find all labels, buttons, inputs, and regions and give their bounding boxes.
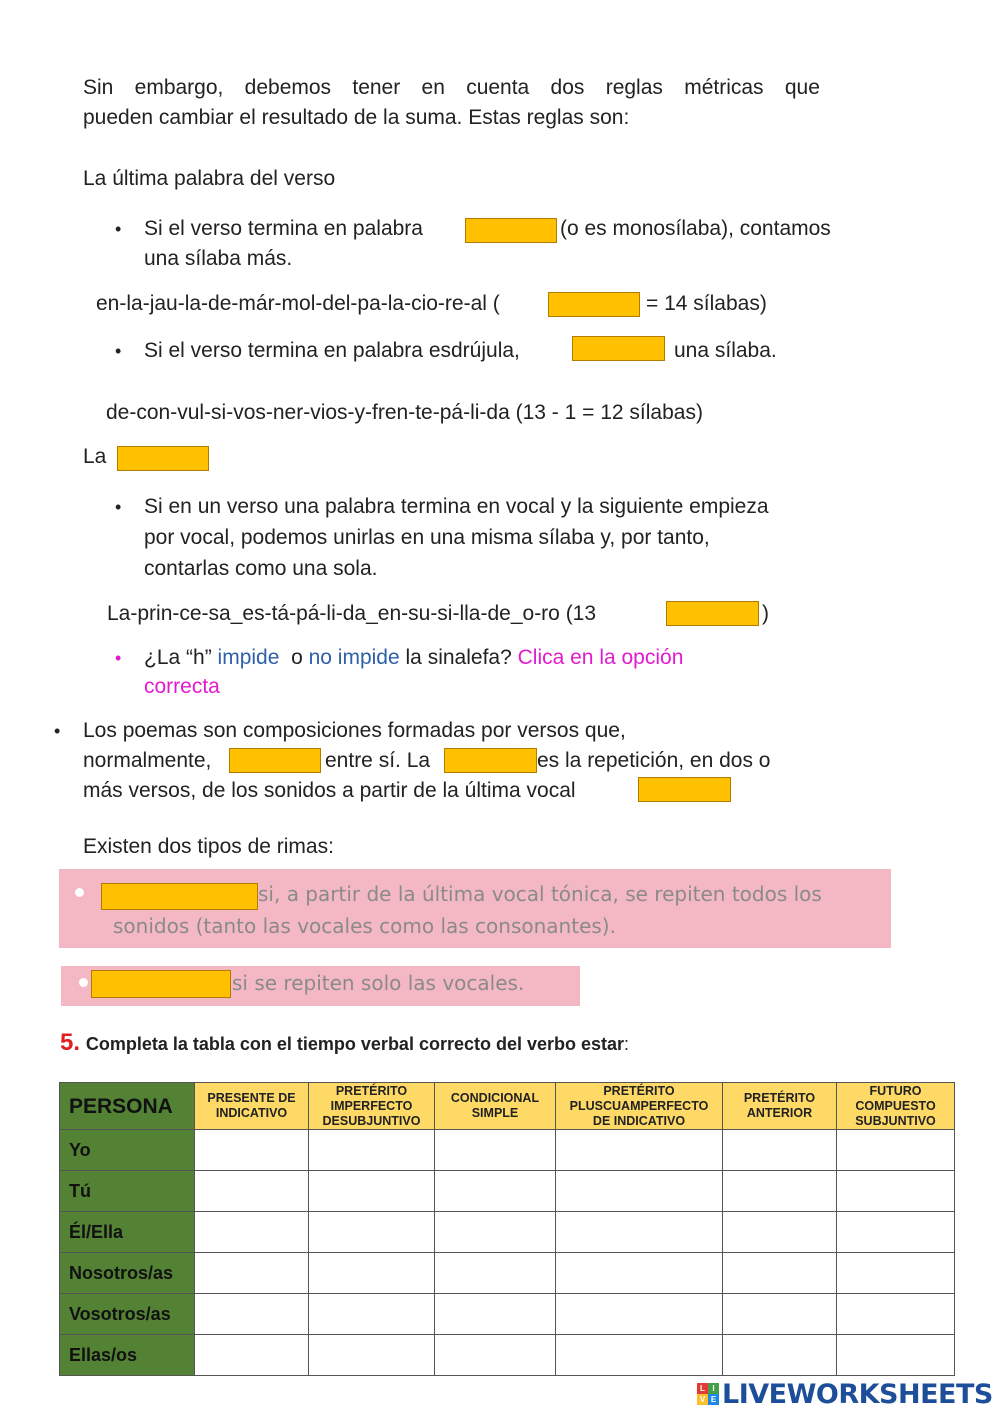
answer-cell[interactable]	[556, 1335, 723, 1376]
table-row	[60, 1130, 955, 1171]
bullet-icon: •	[115, 497, 122, 517]
row-person-label: Nosotros/as	[60, 1253, 195, 1294]
rule1-bullet-a-text-end: (o es monosílaba), contamos	[560, 217, 831, 240]
answer-cell[interactable]	[723, 1212, 837, 1253]
option-no-impide[interactable]: no impide	[308, 646, 400, 669]
rule2-bullet-line2: por vocal, podemos unirlas en una misma sílaba y, por tanto,	[144, 526, 710, 549]
answer-cell[interactable]	[195, 1253, 309, 1294]
intro-word: que	[784, 76, 820, 99]
answer-blank-aguda[interactable]	[465, 218, 557, 243]
logo-mark-letter: E	[708, 1394, 719, 1405]
intro-word: Sin	[83, 76, 114, 99]
option-impide[interactable]: impide	[217, 646, 280, 669]
intro-word: en	[421, 76, 445, 99]
bullet-icon	[79, 978, 88, 987]
h-question	[144, 643, 683, 673]
column-header-line: PRESENTE DE	[207, 1091, 296, 1105]
table-column-header	[837, 1083, 955, 1130]
column-header-line: COMPUESTO	[855, 1098, 936, 1113]
answer-cell[interactable]	[556, 1171, 723, 1212]
answer-cell[interactable]	[837, 1253, 955, 1294]
table-column-header	[723, 1083, 837, 1130]
intro-paragraph-line1	[83, 73, 820, 103]
answer-cell[interactable]	[195, 1171, 309, 1212]
answer-blank-rima-asonante[interactable]	[91, 970, 231, 998]
answer-cell[interactable]	[435, 1171, 556, 1212]
table-column-header	[435, 1083, 556, 1130]
answer-cell[interactable]	[837, 1171, 955, 1212]
rhyme-type1-line2: sonidos (tanto las vocales como las consonantes).	[113, 914, 616, 938]
answer-cell[interactable]	[435, 1212, 556, 1253]
answer-cell[interactable]	[837, 1130, 955, 1171]
answer-cell[interactable]	[723, 1253, 837, 1294]
rhyme-line2-mid: entre sí. La	[325, 749, 431, 772]
intro-word: debemos	[244, 76, 332, 99]
answer-cell[interactable]	[723, 1335, 837, 1376]
table-column-header	[195, 1083, 309, 1130]
answer-cell[interactable]	[195, 1335, 309, 1376]
rule1-bullet-a-text: Si el verso termina en palabra	[144, 217, 423, 240]
column-header-line: ANTERIOR	[746, 1106, 813, 1120]
rhyme-line1: Los poemas son composiciones formadas por versos que,	[83, 719, 626, 742]
table-header-persona: PERSONA	[60, 1083, 195, 1130]
instruction-text: Clica en la opción	[517, 646, 684, 669]
answer-cell[interactable]	[556, 1253, 723, 1294]
intro-word: dos	[550, 76, 585, 99]
intro-word: métricas	[684, 76, 764, 99]
answer-cell[interactable]	[837, 1212, 955, 1253]
exercise-number: 5.	[60, 1029, 81, 1056]
answer-cell[interactable]	[195, 1130, 309, 1171]
column-header-line: PRETÉRITO	[743, 1091, 816, 1105]
rhyme-line2-end: es la repetición, en dos o	[537, 749, 771, 772]
row-person-label: Él/Ella	[60, 1212, 195, 1253]
answer-cell[interactable]	[435, 1130, 556, 1171]
answer-cell[interactable]	[435, 1294, 556, 1335]
rule2-example: La-prin-ce-sa_es-tá-pá-li-da_en-su-si-lla-de_o-ro (13	[107, 602, 597, 625]
answer-blank-rule2-name[interactable]	[117, 446, 209, 471]
logo-mark-icon	[697, 1383, 719, 1405]
answer-blank-example-a[interactable]	[548, 292, 640, 317]
intro-word: embargo,	[134, 76, 224, 99]
answer-cell[interactable]	[837, 1294, 955, 1335]
column-header-line: DESUBJUNTIVO	[322, 1113, 421, 1128]
exercise-colon: :	[624, 1034, 630, 1054]
rule1-example-a: en-la-jau-la-de-már-mol-del-pa-la-cio-re-al (	[96, 292, 500, 315]
rule1-bullet-b-text-end: una sílaba.	[674, 339, 777, 362]
answer-blank-example-sinalefa[interactable]	[666, 601, 759, 626]
rhyme-type2-text: si se repiten solo las vocales.	[232, 971, 525, 995]
row-person-label: Vosotros/as	[60, 1294, 195, 1335]
row-person-label: Yo	[60, 1130, 195, 1171]
exercise-5-heading	[60, 1028, 629, 1059]
option-separator: o	[291, 646, 303, 669]
bullet-icon: •	[115, 648, 122, 668]
rhyme-type1-line1: si, a partir de la última vocal tónica, se repiten todos los	[258, 882, 822, 906]
answer-blank-riman[interactable]	[229, 748, 321, 773]
table-column-header	[556, 1083, 723, 1130]
answer-cell[interactable]	[556, 1212, 723, 1253]
answer-cell[interactable]	[723, 1130, 837, 1171]
row-person-label: Ellas/os	[60, 1335, 195, 1376]
answer-cell[interactable]	[309, 1212, 435, 1253]
column-header-line: PRETÉRITO	[603, 1083, 675, 1098]
table-row	[60, 1335, 955, 1376]
table-row	[60, 1212, 955, 1253]
rule2-example-end: )	[762, 602, 769, 625]
answer-cell[interactable]	[723, 1171, 837, 1212]
answer-cell[interactable]	[309, 1130, 435, 1171]
rule2-bullet-line3: contarlas como una sola.	[144, 557, 378, 580]
rule1-bullet-b-text: Si el verso termina en palabra esdrújula,	[144, 339, 520, 362]
rule1-bullet-a-line2: una sílaba más.	[144, 247, 293, 270]
intro-word: tener	[352, 76, 401, 99]
answer-blank-rima-consonante[interactable]	[101, 883, 258, 910]
h-question-text: ¿La “h”	[144, 646, 212, 669]
answer-cell[interactable]	[435, 1253, 556, 1294]
answer-cell[interactable]	[435, 1335, 556, 1376]
liveworksheets-logo	[697, 1379, 993, 1409]
logo-mark-letter: L	[697, 1383, 708, 1394]
column-header-line: DE INDICATIVO	[592, 1113, 686, 1128]
answer-cell[interactable]	[723, 1294, 837, 1335]
intro-word: cuenta	[466, 76, 530, 99]
column-header-line: SUBJUNTIVO	[855, 1113, 936, 1128]
column-header-line: CONDICIONAL	[450, 1091, 540, 1105]
logo-mark-letter: V	[697, 1394, 708, 1405]
logo-mark-letter: I	[708, 1383, 719, 1394]
row-person-label: Tú	[60, 1171, 195, 1212]
table-row	[60, 1294, 955, 1335]
rule2-heading: La	[83, 445, 107, 468]
answer-cell[interactable]	[556, 1294, 723, 1335]
instruction-text-line2: correcta	[144, 675, 220, 698]
intro-word: reglas	[605, 76, 663, 99]
h-question-text-end: la sinalefa?	[405, 646, 512, 669]
bullet-icon: •	[115, 341, 122, 361]
rule1-example-b: de-con-vul-si-vos-ner-vios-y-fren-te-pá-li-da (13 - 1 = 12 sílabas)	[106, 401, 703, 424]
column-header-line: PRETÉRITO	[335, 1083, 408, 1098]
answer-cell[interactable]	[309, 1171, 435, 1212]
answer-blank-tonica[interactable]	[638, 777, 731, 802]
column-header-line: FUTURO	[869, 1083, 922, 1098]
table-row	[60, 1171, 955, 1212]
table-column-header	[309, 1083, 435, 1130]
answer-cell[interactable]	[309, 1294, 435, 1335]
rule1-heading: La última palabra del verso	[83, 167, 336, 190]
table-row	[60, 1253, 955, 1294]
answer-cell[interactable]	[556, 1130, 723, 1171]
answer-cell[interactable]	[309, 1253, 435, 1294]
column-header-line: PLUSCUAMPERFECTO	[569, 1098, 709, 1113]
rhyme-line3: más versos, de los sonidos a partir de la última vocal	[83, 779, 576, 802]
bullet-icon: •	[54, 721, 61, 741]
column-header-line: IMPERFECTO	[330, 1098, 413, 1113]
rule2-bullet-line1: Si en un verso una palabra termina en vocal y la siguiente empieza	[144, 495, 769, 518]
answer-cell[interactable]	[195, 1294, 309, 1335]
intro-paragraph-line2: pueden cambiar el resultado de la suma. Estas reglas son:	[83, 106, 630, 129]
answer-blank-esdrujula[interactable]	[572, 336, 665, 361]
answer-blank-rima[interactable]	[444, 748, 537, 773]
rhyme-line2-start: normalmente,	[83, 749, 212, 772]
column-header-line: SIMPLE	[471, 1106, 519, 1120]
column-header-line: INDICATIVO	[215, 1106, 288, 1120]
logo-text: LIVEWORKSHEETS	[722, 1378, 993, 1410]
answer-cell[interactable]	[837, 1335, 955, 1376]
answer-cell[interactable]	[195, 1212, 309, 1253]
rhyme-types-heading: Existen dos tipos de rimas:	[83, 835, 334, 858]
exercise-instruction: Completa la tabla con el tiempo verbal correcto del verbo estar	[85, 1034, 625, 1054]
rule1-example-a-end: = 14 sílabas)	[646, 292, 767, 315]
bullet-icon	[75, 888, 84, 897]
answer-cell[interactable]	[309, 1335, 435, 1376]
bullet-icon: •	[115, 219, 122, 239]
verb-conjugation-table	[59, 1082, 955, 1376]
